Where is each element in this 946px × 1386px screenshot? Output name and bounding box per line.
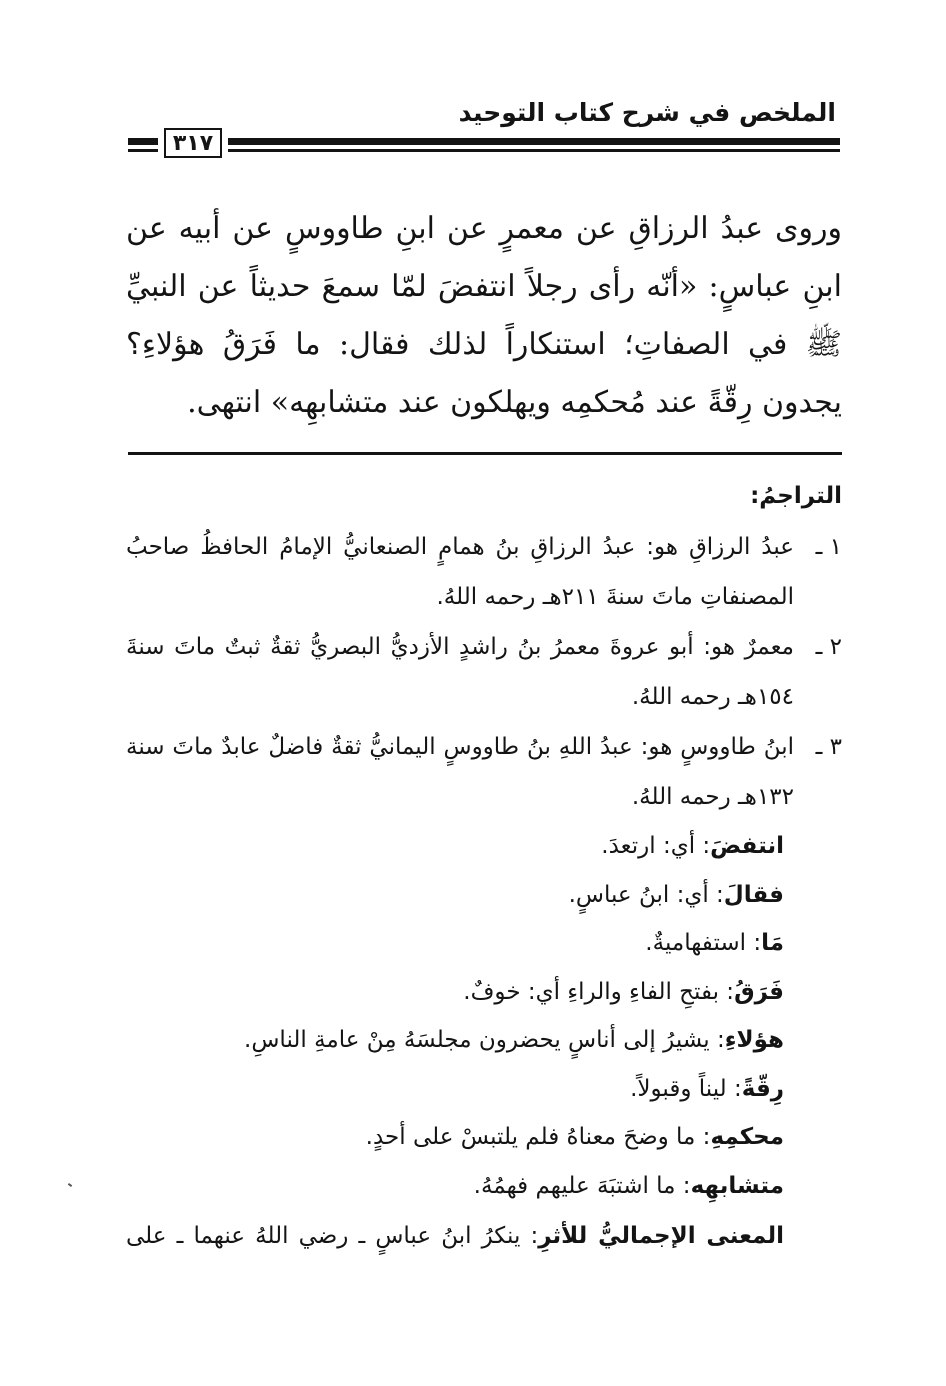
gloss-definition: : بفتحِ الفاءِ والراءِ أي: خوفٌ. [463, 978, 735, 1005]
biography-text: معمرٌ هو: أبو عروةَ معمرُ بنُ راشدٍ الأزديُّ البصريُّ ثقةٌ ثبتٌ ماتَ سنةَ ١٥٤هـ رحمه اللهُ. [126, 634, 794, 710]
gloss-term: فقالَ [723, 881, 784, 908]
gloss-item [126, 1162, 784, 1211]
header-rule-thick [228, 138, 840, 145]
biography-text: عبدُ الرزاقِ هو: عبدُ الرزاقِ بنُ همامٍ الصنعانيُّ الإمامُ الحافظُ صاحبُ المصنفاتِ ماتَ سنةَ ٢١١هـ رحمه اللهُ. [126, 534, 794, 610]
gloss-term: انتفضَ [710, 833, 784, 859]
biography-number: ٢ ـ [815, 634, 842, 660]
gloss-term: مَا [761, 930, 784, 956]
biography-item [126, 622, 842, 722]
gloss-item [126, 822, 784, 871]
header-rule-tail-thick [128, 138, 158, 145]
gloss-list [126, 822, 842, 1262]
gloss-definition: : ما وضحَ معناهُ فلم يلتبسْ على أحدٍ. [365, 1124, 711, 1150]
notes-section [126, 470, 842, 1262]
gloss-term: فَرَقُ [734, 978, 784, 1005]
biography-item [126, 522, 842, 622]
biography-number: ٣ ـ [815, 734, 842, 760]
notes-heading: التراجمُ: [750, 483, 842, 509]
gloss-item [126, 919, 784, 968]
biography-item [126, 722, 842, 822]
biography-number: ١ ـ [815, 534, 842, 560]
header-rule-thin [228, 149, 840, 152]
gloss-term: هؤلاءِ [724, 1027, 784, 1053]
gloss-definition: : ليناً وقبولاً. [630, 1075, 742, 1102]
overall-meaning [126, 1210, 784, 1262]
gloss-definition: : أي: ارتعدَ. [601, 833, 711, 859]
page-number: ٣١٧ [164, 128, 222, 158]
footnote-separator [128, 452, 842, 455]
gloss-definition: : استفهاميةٌ. [645, 930, 762, 956]
gloss-item [126, 871, 784, 920]
overall-meaning-text: : ينكرُ ابنُ عباسٍ ـ رضي اللهُ عنهما ـ على [126, 1223, 539, 1249]
main-text: وروى عبدُ الرزاقِ عن معمرٍ عن ابنِ طاووسٍ عن أبيه عن ابنِ عباسٍ: «أنّه رأى رجلاً انتفضَ لمّا سمعَ حديثاً عن النبيِّ ﷺ في الصفاتِ؛ استنكاراً لذلك فقال: ما فَرَقُ هؤلاءِ؟ يجدون رِقّةً عند مُحكمِه ويهلكون عند متشابهِه» انتهى. [126, 211, 842, 420]
gloss-item [126, 968, 784, 1017]
header-rule-tail-thin [128, 149, 158, 152]
gloss-term: متشابهِه [690, 1172, 784, 1199]
gloss-item [126, 1016, 784, 1065]
gloss-item [126, 1113, 784, 1162]
running-title: الملخص في شرح كتاب التوحيد [458, 98, 836, 127]
gloss-term: محكمِهِ [710, 1124, 784, 1150]
gloss-definition: : يشيرُ إلى أناسٍ يحضرون مجلسَهُ مِنْ عامةِ الناسِ. [244, 1027, 725, 1053]
gloss-term: رِقّةً [741, 1075, 784, 1102]
scan-speck [68, 1183, 72, 1187]
gloss-item [126, 1065, 784, 1114]
gloss-definition: : أي: ابنُ عباسٍ. [568, 881, 724, 908]
biography-text: ابنُ طاووسٍ هو: عبدُ اللهِ بنُ طاووسٍ اليمانيُّ ثقةٌ فاضلٌ عابدٌ ماتَ سنة ١٣٢هـ رحمه اللهُ. [126, 734, 794, 810]
overall-meaning-term: المعنى الإجماليُّ للأثرِ [538, 1223, 784, 1249]
gloss-definition: : ما اشتبَهَ عليهم فهمُهُ. [473, 1172, 691, 1199]
